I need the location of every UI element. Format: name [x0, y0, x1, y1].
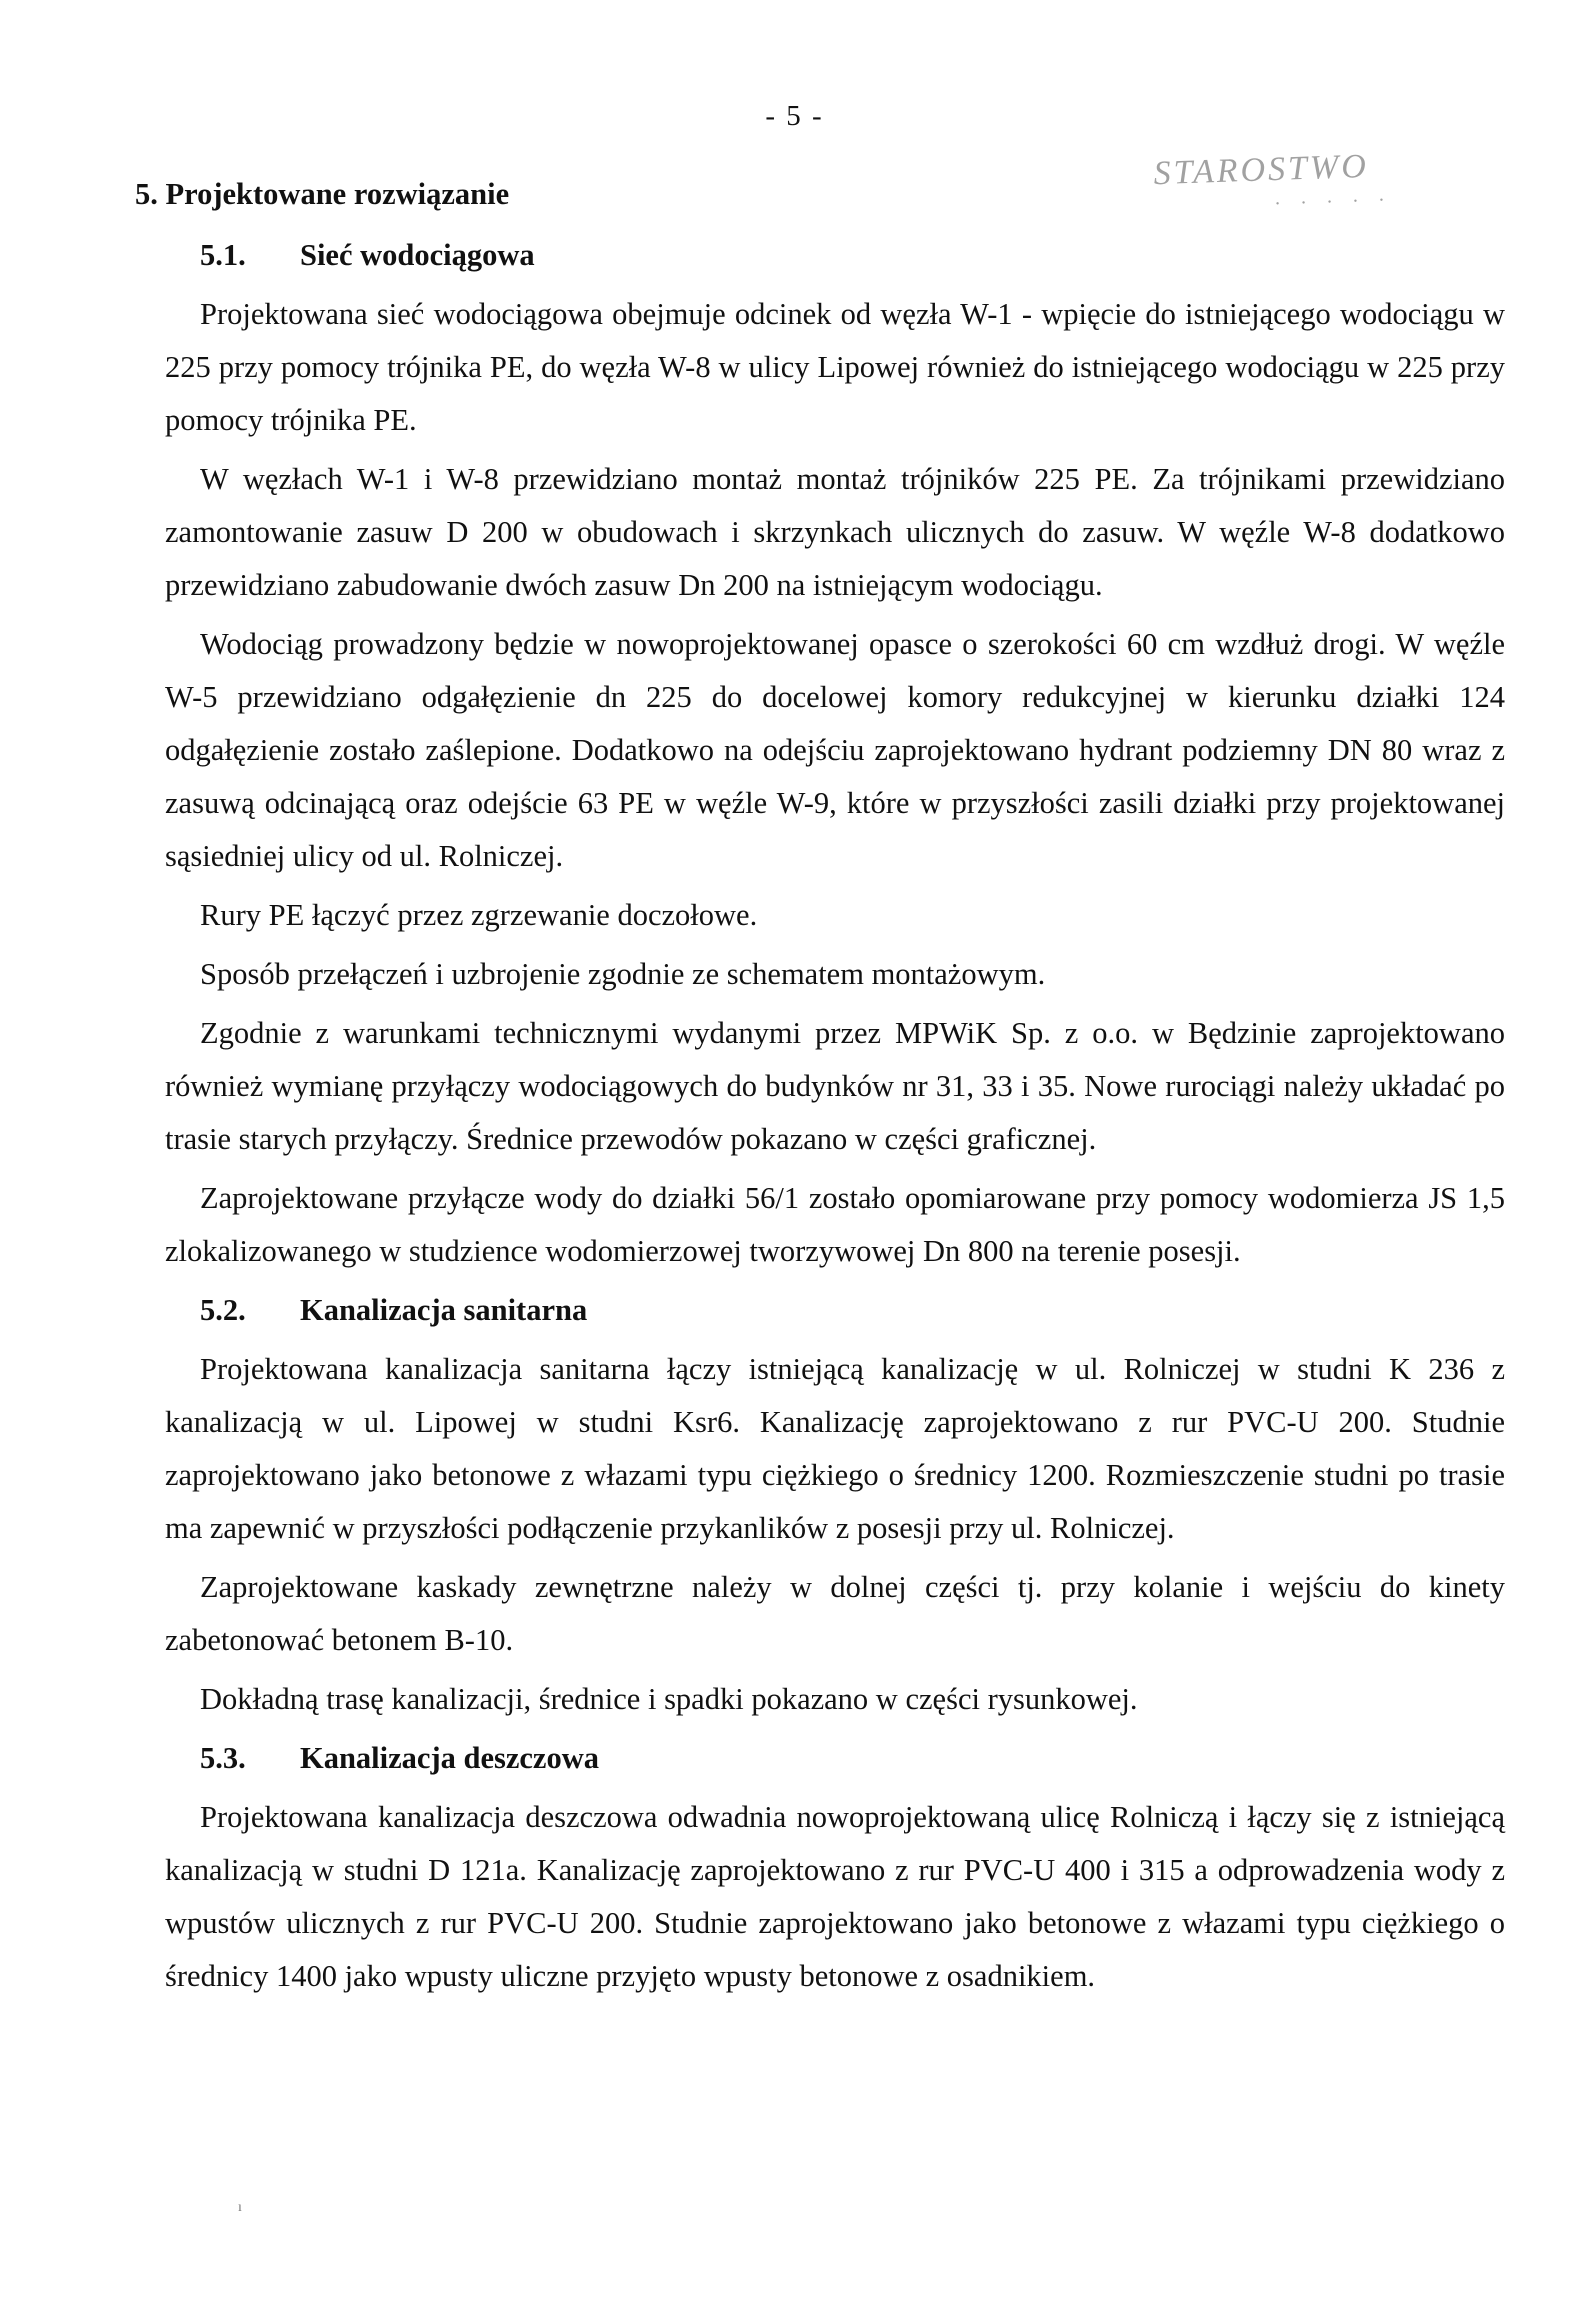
paragraph: Zaprojektowane przyłącze wody do działki 56/1 zostało opomiarowane przy pomocy wodomierza JS 1,5 zlokalizowanego w studzience wodomierzowej tworzywowej Dn 800 na terenie posesji. [165, 1181, 1505, 1268]
paragraph: Wodociąg prowadzony będzie w nowoprojektowanej opasce o szerokości 60 cm wzdłuż drogi. W węźle W-5 przewidziano odgałęzienie dn 225 do docelowej komory redukcyjnej w kierunku działki 124 odgałęzienie zostało zaślepione. Dodatkowo na odejściu zaprojektowano hydrant podziemny DN 80 wraz z zasuwą odcinającą oraz odejście 63 PE w węźle W-9, które w przyszłości zasili działki przy projektowanej sąsiedniej ulicy od ul. Rolniczej. [165, 627, 1505, 873]
document-body [135, 168, 1505, 2009]
subsection-title: Kanalizacja sanitarna [300, 1293, 588, 1327]
stamp-text: STAROSTWO [1152, 147, 1370, 193]
subsection-heading [200, 1284, 1505, 1337]
subsection-number: 5.2. [200, 1293, 246, 1327]
paragraph: Projektowana kanalizacja sanitarna łączy istniejącą kanalizację w ul. Rolniczej w studni K 236 z kanalizacją w ul. Lipowej w studni Ksr6. Kanalizację zaprojektowano z rur PVC-U 200. Studnie zaprojektowano jako betonowe z włazami typu ciężkiego o średnicy 1200. Rozmieszczenie studni po trasie ma zapewnić w przyszłości podłączenie przykanlików z posesji przy ul. Rolniczej. [165, 1352, 1505, 1545]
page-number: - 5 - [765, 100, 824, 132]
paragraph: Sposób przełączeń i uzbrojenie zgodnie ze schematem montażowym. [200, 957, 1046, 991]
subsection-sanitary [165, 1284, 1505, 1726]
subsection-heading [200, 1732, 1505, 1785]
paragraph: Rury PE łączyć przez zgrzewanie doczołowe. [200, 898, 758, 932]
subsection-storm [165, 1732, 1505, 2003]
paragraph: Projektowana kanalizacja deszczowa odwadnia nowoprojektowaną ulicę Rolniczą i łączy się z istniejącą kanalizacją w studni D 121a. Kanalizację zaprojektowano z rur PVC-U 400 i 315 a odprowadzenia wody z wpustów ulicznych z rur PVC-U 200. Studnie zaprojektowano jako betonowe z włazami typu ciężkiego o średnicy 1400 jako wpusty uliczne przyjęto wpusty betonowe z osadnikiem. [165, 1800, 1505, 1993]
paragraph: Projektowana sieć wodociągowa obejmuje odcinek od węzła W-1 - wpięcie do istniejącego wodociągu w 225 przy pomocy trójnika PE, do węzła W-8 w ulicy Lipowej również do istniejącego wodociągu w 225 przy pomocy trójnika PE. [165, 297, 1505, 437]
stamp-dots: · · · · · [1274, 188, 1393, 216]
subsection-water [165, 229, 1505, 1278]
paragraph: W węzłach W-1 i W-8 przewidziano montaż montaż trójników 225 PE. Za trójnikami przewidziano zamontowanie zasuw D 200 w obudowach i skrzynkach ulicznych do zasuw. W węźle W-8 dodatkowo przewidziano zabudowanie dwóch zasuw Dn 200 na istniejącym wodociągu. [165, 462, 1505, 602]
section-title: 5. Projektowane rozwiązanie [135, 177, 510, 211]
paragraph: Zaprojektowane kaskady zewnętrzne należy w dolnej części tj. przy kolanie i wejściu do kinety zabetonować betonem B-10. [165, 1570, 1505, 1657]
subsection-heading [200, 229, 1505, 282]
stray-mark: ı [238, 2200, 242, 2215]
paragraph: Dokładną trasę kanalizacji, średnice i spadki pokazano w części rysunkowej. [200, 1682, 1138, 1716]
subsection-title: Kanalizacja deszczowa [300, 1741, 599, 1775]
subsection-number: 5.1. [200, 238, 246, 272]
subsection-title: Sieć wodociągowa [300, 238, 535, 272]
paragraph: Zgodnie z warunkami technicznymi wydanymi przez MPWiK Sp. z o.o. w Będzinie zaprojektowano również wymianę przyłączy wodociągowych do budynków nr 31, 33 i 35. Nowe rurociągi należy układać po trasie starych przyłączy. Średnice przewodów pokazano w części graficznej. [165, 1016, 1505, 1156]
subsection-number: 5.3. [200, 1741, 246, 1775]
